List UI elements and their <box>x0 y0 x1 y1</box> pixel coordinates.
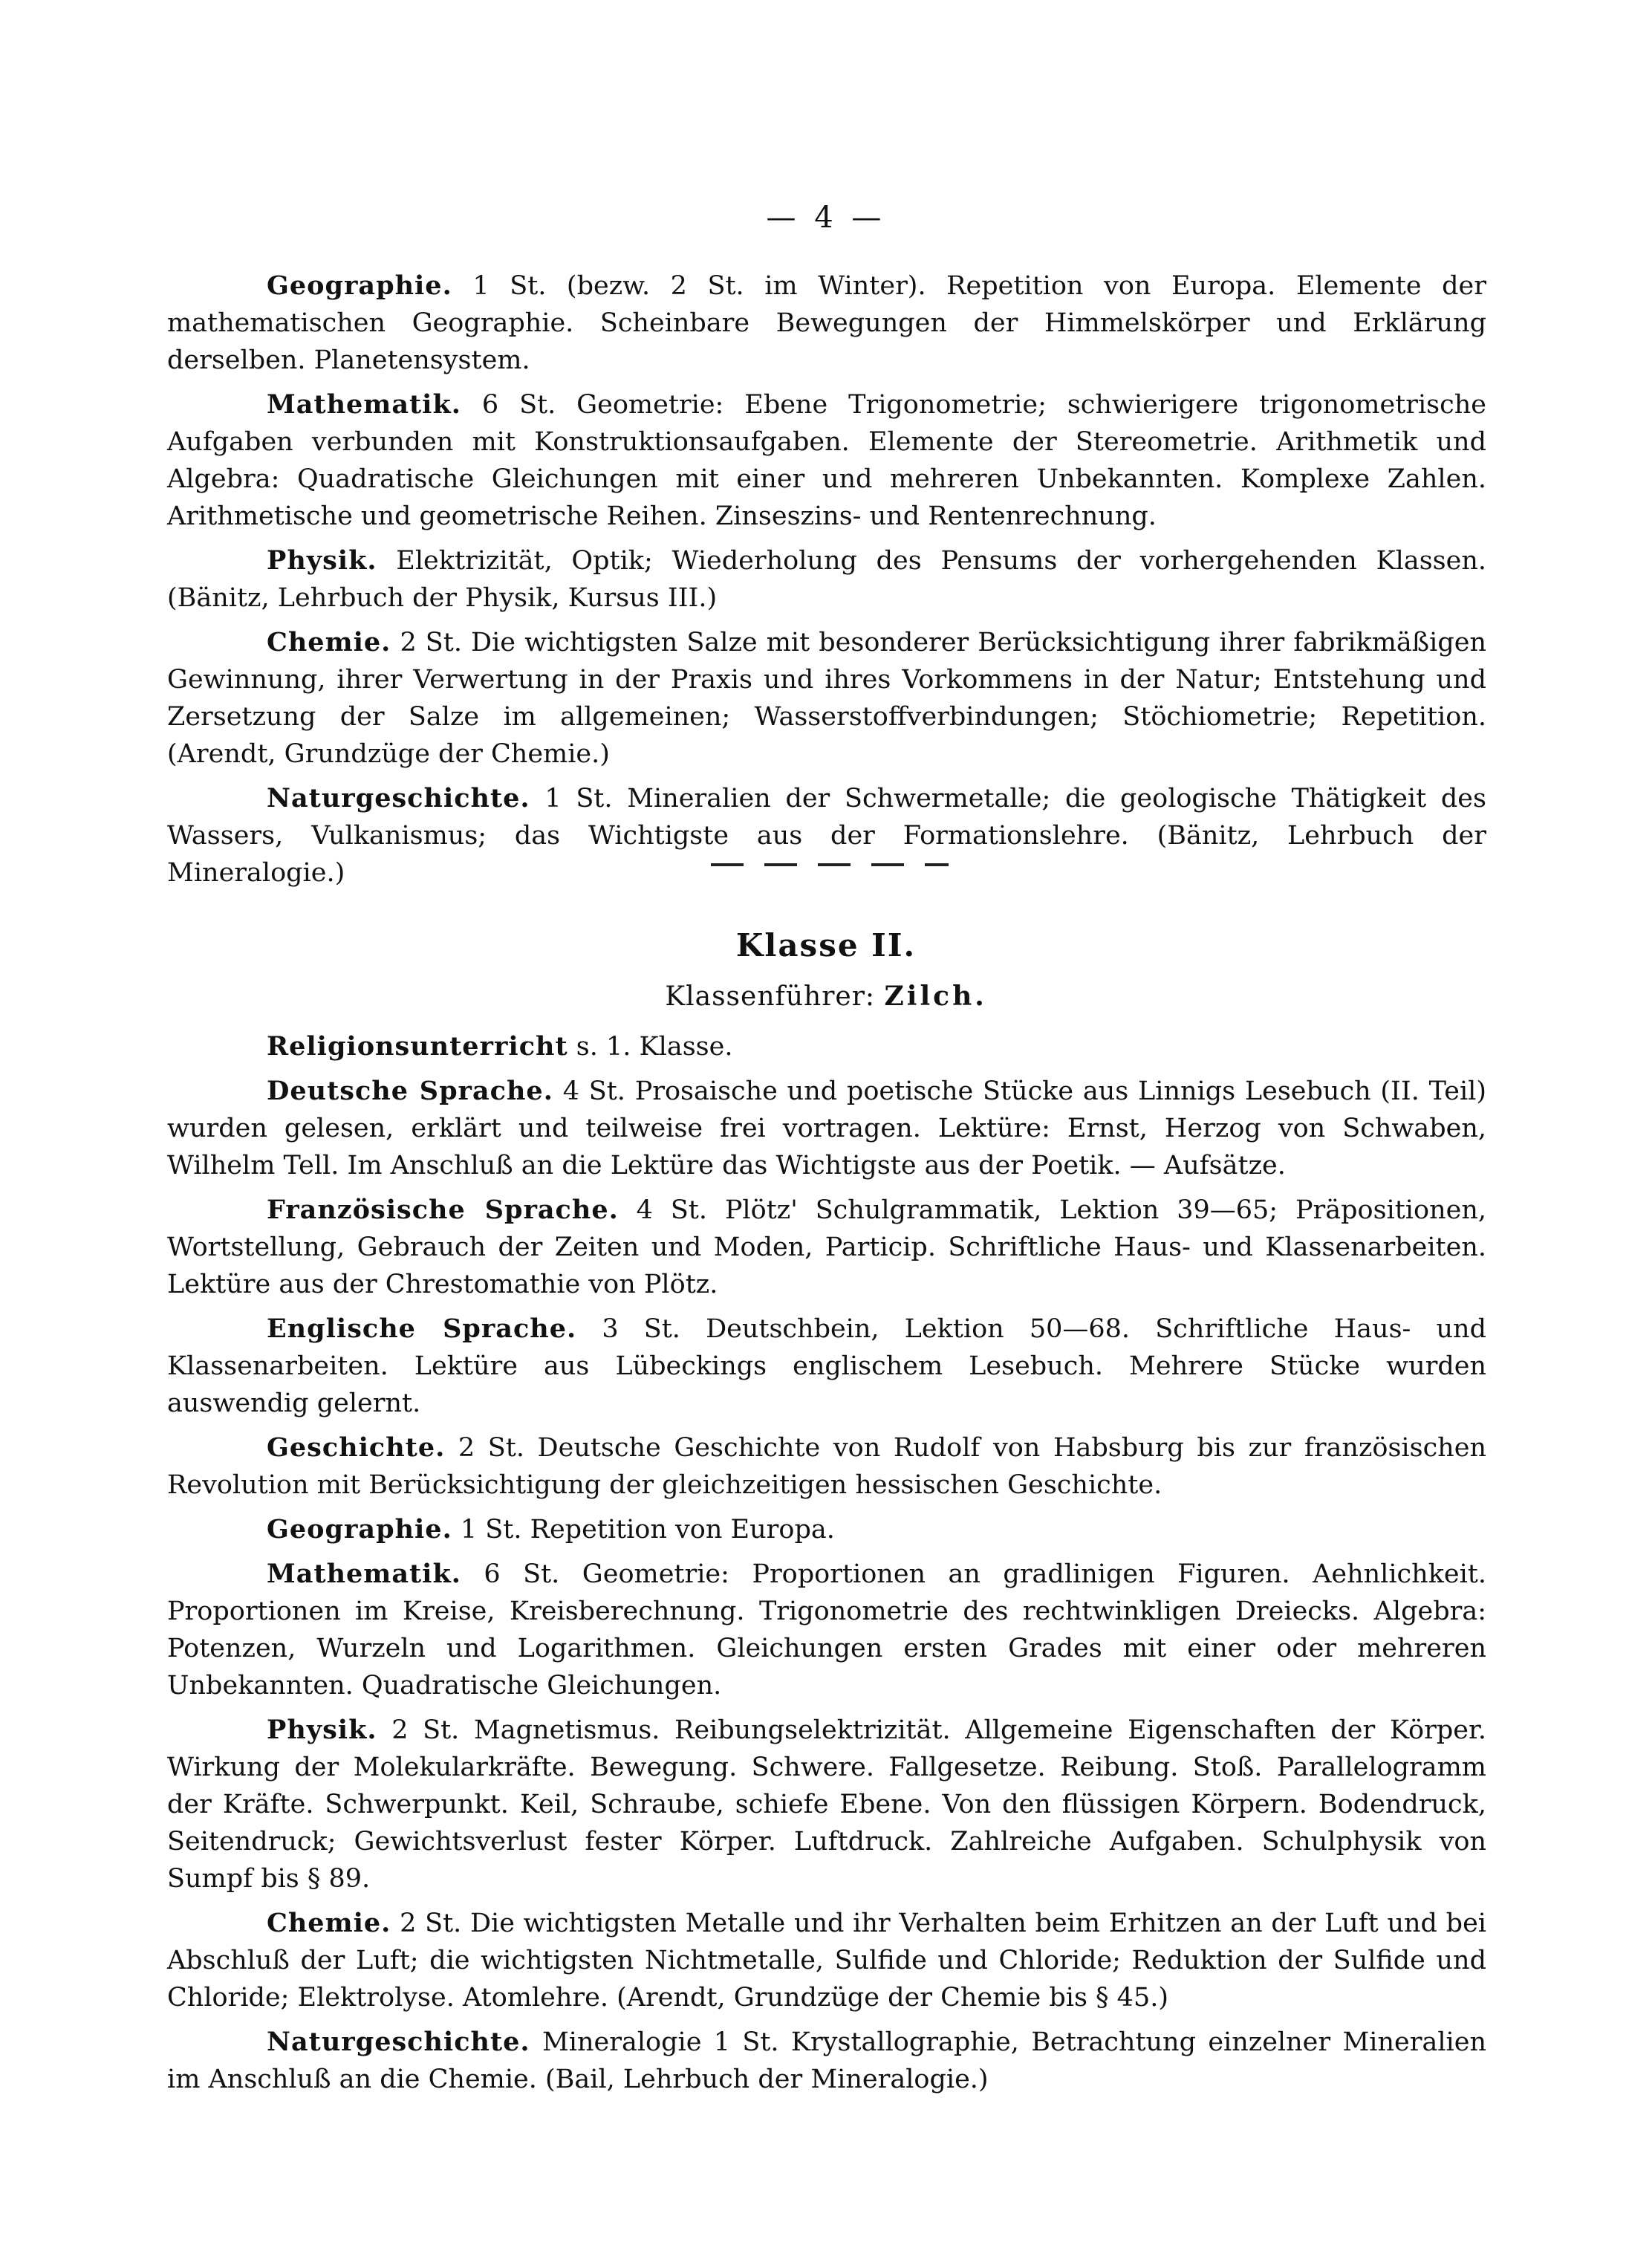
class-heading: Klasse II. <box>735 927 917 964</box>
subject-title: Physik. <box>267 1715 377 1745</box>
subject-paragraph <box>167 1511 1486 1548</box>
subject-text: s. 1. Klasse. <box>576 1032 733 1062</box>
subject-text: 2 St. Deutsche Geschichte von Rudolf von Habsburg bis zur französischen Revolution mit Berücksichtigung der gleichzeitigen hessischen Geschichte. <box>167 1433 1486 1500</box>
subject-title: Naturgeschichte. <box>267 2027 530 2057</box>
section-previous-class <box>167 267 1486 899</box>
section-klasse-ii <box>167 1028 1486 2105</box>
subject-paragraph <box>167 624 1486 773</box>
subject-title: Mathematik. <box>267 1559 461 1589</box>
subject-text: 4 St. Plötz' Schulgrammatik, Lektion 39—65; Präpositionen, Wortstellung, Gebrauch der Zeiten und Moden, Particip. Schriftliche Haus- und Klassenarbeiten. Lektüre aus der Chrestomathie von Plötz. <box>167 1195 1486 1299</box>
subject-text: 1 St. Mineralien der Schwermetalle; die geologische Thätigkeit des Wassers, Vulkanismus; das Wichtigste aus der Formationslehre. (Bänitz, Lehrbuch der Mineralogie.) <box>167 784 1486 888</box>
class-leader-line <box>0 981 1652 1012</box>
subject-paragraph <box>167 2024 1486 2098</box>
subject-title: Geschichte. <box>267 1432 446 1463</box>
page-number: — 4 — <box>766 201 886 235</box>
subject-text: 1 St. (bezw. 2 St. im Winter). Repetition von Europa. Elemente der mathematischen Geographie. Scheinbare Bewegungen der Himmelskörper und Erklärung derselben. Planetensystem. <box>167 271 1486 375</box>
subject-paragraph <box>167 1556 1486 1704</box>
subject-text: 2 St. Die wichtigsten Salze mit besonderer Berücksichtigung ihrer fabrikmäßigen Gewinnung, ihrer Verwertung in der Praxis und ihres Vorkommens in der Natur; Entstehung und Zersetzung der Salze im allgemeinen; Wasserstoffverbindungen; Stöchiometrie; Repetition. (Arendt, Grundzüge der Chemie.) <box>167 628 1486 769</box>
class-leader-label: Klassenführer: <box>665 981 876 1012</box>
subject-title: Englische Sprache. <box>267 1313 577 1344</box>
subject-text: 4 St. Prosaische und poetische Stücke aus Linnigs Lesebuch (II. Teil) wurden gelesen, erklärt und teilweise frei vortragen. Lektüre: Ernst, Herzog von Schwaben, Wilhelm Tell. Im Anschluß an die Lektüre das Wichtigste aus der Poetik. — Aufsätze. <box>167 1076 1486 1180</box>
subject-title: Geographie. <box>267 270 452 301</box>
subject-title: Chemie. <box>267 627 391 657</box>
subject-paragraph <box>167 1429 1486 1504</box>
subject-paragraph <box>167 1073 1486 1184</box>
subject-paragraph <box>167 1712 1486 1897</box>
class-leader-name: Zilch. <box>884 981 987 1012</box>
subject-text: 6 St. Geometrie: Proportionen an gradlinigen Figuren. Aehnlichkeit. Proportionen im Kreise, Kreisberechnung. Trigonometrie des rechtwinkligen Dreiecks. Algebra: Potenzen, Wurzeln und Logarithmen. Gleichungen ersten Grades mit einer oder mehreren Unbekannten. Quadratische Gleichungen. <box>167 1559 1486 1701</box>
subject-title: Deutsche Sprache. <box>267 1076 553 1106</box>
subject-text: 6 St. Geometrie: Ebene Trigonometrie; schwierigere trigonometrische Aufgaben verbunden mit Konstruktionsaufgaben. Elemente der Stereometrie. Arithmetik und Algebra: Quadratische Gleichungen mit einer und mehreren Unbekannten. Komplexe Zahlen. Arithmetische und geometrische Reihen. Zinseszins- und Rentenrechnung. <box>167 390 1486 531</box>
subject-paragraph <box>167 780 1486 891</box>
subject-text: 2 St. Die wichtigsten Metalle und ihr Verhalten beim Erhitzen an der Luft und bei Abschluß der Luft; die wichtigsten Nichtmetalle, Sulfide und Chloride; Reduktion der Sulfide und Chloride; Elektrolyse. Atomlehre. (Arendt, Grundzüge der Chemie bis § 45.) <box>167 1909 1486 2013</box>
subject-paragraph <box>167 1905 1486 2016</box>
subject-title: Religionsunterricht <box>267 1031 568 1062</box>
subject-title: Geographie. <box>267 1514 452 1545</box>
subject-title: Mathematik. <box>267 389 461 420</box>
subject-text: 3 St. Deutschbein, Lektion 50—68. Schriftliche Haus- und Klassenarbeiten. Lektüre aus Lübeckings englischem Lesebuch. Mehrere Stücke wurden auswendig gelernt. <box>167 1314 1486 1418</box>
subject-title: Französische Sprache. <box>267 1195 619 1225</box>
subject-text: 1 St. Repetition von Europa. <box>460 1515 835 1545</box>
subject-paragraph <box>167 386 1486 535</box>
subject-paragraph <box>167 542 1486 617</box>
subject-paragraph <box>167 267 1486 379</box>
subject-text: Elektrizität, Optik; Wiederholung des Pensums der vorhergehenden Klassen. (Bänitz, Lehrbuch der Physik, Kursus III.) <box>167 546 1486 613</box>
subject-paragraph <box>167 1310 1486 1422</box>
subject-text: 2 St. Magnetismus. Reibungselektrizität. Allgemeine Eigenschaften der Körper. Wirkung der Molekularkräfte. Bewegung. Schwere. Fallgesetze. Reibung. Stoß. Parallelogramm der Kräfte. Schwerpunkt. Keil, Schraube, schiefe Ebene. Von den flüssigen Körpern. Bodendruck, Seitendruck; Gewichtsverlust fester Körper. Luftdruck. Zahlreiche Aufgaben. Schulphysik von Sumpf bis § 89. <box>167 1715 1486 1894</box>
subject-paragraph <box>167 1028 1486 1065</box>
subject-text: Mineralogie 1 St. Krystallographie, Betrachtung einzelner Mineralien im Anschluß an die Chemie. (Bail, Lehrbuch der Mineralogie.) <box>167 2027 1486 2094</box>
subject-title: Chemie. <box>267 1908 391 1938</box>
subject-title: Naturgeschichte. <box>267 783 530 813</box>
subject-paragraph <box>167 1192 1486 1303</box>
subject-title: Physik. <box>267 545 377 576</box>
section-divider <box>711 863 949 866</box>
